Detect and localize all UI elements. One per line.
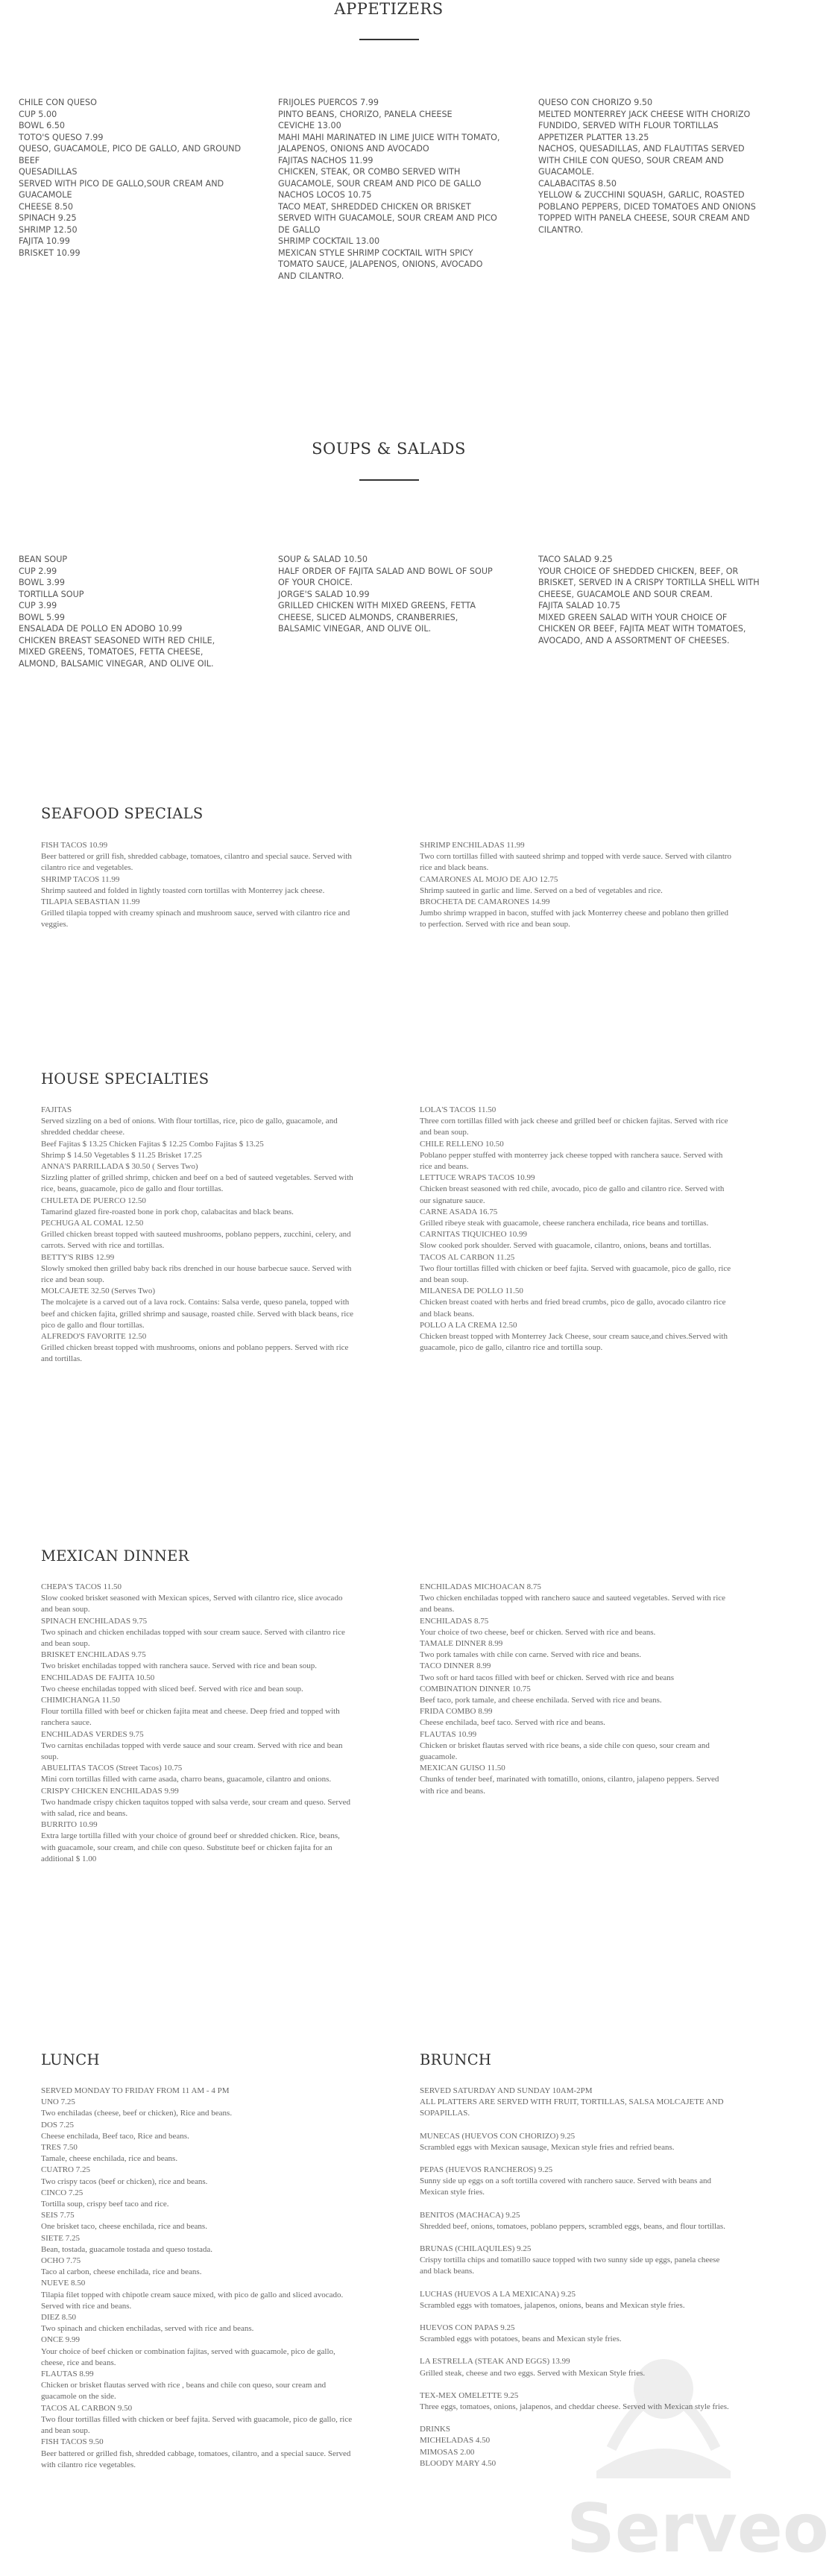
menu-line: Shrimp sauteed in garlic and lime. Served on a bed of vegetables and rice. [420,886,663,895]
seafood-left-column [41,840,354,931]
menu-line: CHEPA'S TACOS 11.50 [41,1582,122,1591]
menu-line: Chicken or brisket flautas served with rice , beans and chile con queso, sour cream and guacamole on the side. [41,2381,327,2402]
menu-line: Beer battered or grill fish, shredded cabbage, tomatoes, cilantro and special sauce. Served with cilantro rice and vegetables. [41,852,352,873]
menu-line: Grilled ribeye steak with guacamole, cheese ranchera enchilada, rice beans and tortillas. [420,1219,709,1228]
menu-line: FAJITA SALAD 10.75 [538,601,621,610]
menu-line: ALL PLATTERS ARE SERVED WITH FRUIT, TORTILLAS, SALSA MOLCAJETE AND SOPAPILLAS. [420,2097,724,2118]
menu-line: CARNITAS TIQUICHEO 10.99 [420,1230,528,1240]
menu-line: Three eggs, tomatoes, onions, jalapenos, and cheddar cheese. Served with Mexican style fries. [420,2402,729,2412]
menu-line: Beef taco, pork tamale, and cheese enchilada. Served with rice and beans. [420,1696,662,1705]
menu-line: APPETIZER PLATTER 13.25 [538,132,649,142]
menu-line: The molcajete is a carved out of a lava rock. Contains: Salsa verde, queso panela, topped with beef and chicken fajita, grilled shrimp and sausage, roasted chile. Served with black beans, rice pico de gallo and flour tortillas. [41,1298,354,1330]
menu-line: Shrimp sauteed and folded in lightly toasted corn tortillas with Monterrey jack cheese. [41,886,325,895]
menu-line: Two flour tortillas filled with chicken or beef fajita. Served with guacamole, pico de gallo, rice and bean soup. [420,1263,731,1285]
menu-line: CAMARONES AL MOJO DE AJO 12.75 [420,874,558,884]
menu-line: Slow cooked brisket seasoned with Mexican spices, Served with cilantro rice, slice avocado and bean soup. [41,1594,343,1614]
menu-line: Slowly smoked then grilled baby back ribs drenched in our house barbecue sauce. Served with rice and bean soup. [41,1263,352,1285]
brunch-title: BRUNCH [420,2051,492,2068]
soups-divider [359,479,419,481]
menu-line: BOWL 3.99 [19,578,66,587]
house-title: HOUSE SPECIALTIES [41,1070,209,1087]
menu-line: CUP 3.99 [19,601,57,610]
menu-line: BRUNAS (CHILAQUILES) 9.25 [420,2244,532,2254]
menu-line: TACO MEAT, SHREDDED CHICKEN OR BRISKET SERVED WITH GUACAMOLE, SOUR CREAM AND PICO DE GALLO [278,201,497,235]
appetizers-column-3 [538,97,762,236]
menu-line: BOWL 6.50 [19,121,66,130]
menu-line: SHRIMP ENCHILADAS 11.99 [420,841,525,850]
spacer [420,2199,733,2210]
menu-line: Grilled chicken breast topped with sauteed mushrooms, poblano peppers, zucchini, celery, and carrots. Served with rice and tortillas. [41,1230,351,1251]
spacer [420,2232,733,2244]
menu-line: PEPAS (HUEVOS RANCHEROS) 9.25 [420,2165,553,2175]
menu-line: Your choice of two cheese, beef or chicken. Served with rice and beans. [420,1627,656,1637]
menu-line: NACHOS LOCOS 10.75 [278,190,372,200]
menu-line: CINCO 7.25 [41,2188,83,2197]
menu-line: Two enchiladas (cheese, beef or chicken), Rice and beans. [41,2109,233,2118]
menu-line: FRIJOLES PUERCOS 7.99 [278,98,379,107]
menu-line: SHRIMP COCKTAIL 13.00 [278,236,380,246]
menu-line: Served sizzling on a bed of onions. With flour tortillas, rice, pico de gallo, guacamole, and shredded cheddar cheese. [41,1117,338,1137]
menu-line: Tortilla soup, crispy beef taco and rice. [41,2200,169,2209]
menu-line: POLLO A LA CREMA 12.50 [420,1320,517,1330]
appetizers-column-1 [19,97,242,259]
menu-line: ENSALADA DE POLLO EN ADOBO 10.99 [19,624,183,634]
menu-line: CEVICHE 13.00 [278,121,341,130]
menu-line: Two spinach and chicken enchiladas, served with rice and beans. [41,2324,254,2334]
menu-line: Tamale, cheese enchilada, rice and beans. [41,2154,178,2164]
menu-line: FLAUTAS 8.99 [41,2370,94,2379]
menu-line: SEIS 7.75 [41,2211,75,2220]
menu-line: Sizzling platter of grilled shrimp, chicken and beef on a bed of sauteed vegetables. Served with rice, beans, guacamole, pico de gallo and flour tortillas. [41,1173,353,1194]
menu-line: Two carnitas enchiladas topped with verde sauce and sour cream. Served with rice and bean soup. [41,1740,343,1762]
menu-line: LOLA'S TACOS 11.50 [420,1105,497,1114]
menu-line: One brisket taco, cheese enchilada, rice and beans. [41,2222,207,2232]
appetizers-divider [359,39,419,40]
menu-line: PECHUGA AL COMAL 12.50 [41,1219,144,1228]
menu-line: ONCE 9.99 [41,2335,80,2345]
menu-line: FAJITA 10.99 [19,236,70,246]
menu-line: Tamarind glazed fire-roasted bone in pork chop, calabacitas and black beans. [41,1207,294,1216]
menu-line: SERVED SATURDAY AND SUNDAY 10AM-2PM [420,2086,593,2095]
menu-line: HALF ORDER OF FAJITA SALAD AND BOWL OF SOUP OF YOUR CHOICE. [278,566,493,587]
menu-line: CHICKEN BREAST SEASONED WITH RED CHILE, MIXED GREENS, TOMATOES, FETTA CHEESE, ALMOND, BALSAMIC VINEGAR, AND OLIVE OIL. [19,635,215,669]
menu-line: CHIMICHANGA 11.50 [41,1696,120,1705]
menu-line: Cheese enchilada, beef taco. Served with rice and beans. [420,1718,605,1728]
menu-line: Two crispy tacos (beef or chicken), rice and beans. [41,2176,208,2186]
serveo-watermark: Serveo [567,2490,829,2568]
menu-line: MAHI MAHI MARINATED IN LIME JUICE WITH TOMATO, JALAPENOS, ONIONS AND AVOCADO [278,132,500,154]
menu-line: FISH TACOS 9.50 [41,2437,104,2447]
menu-line: Scrambled eggs with tomatoes, jalapenos, onions, beans and Mexican style fries. [420,2300,685,2310]
menu-line: CRISPY CHICKEN ENCHILADAS 9.99 [41,1786,179,1796]
appetizers-column-2 [278,97,502,282]
menu-line: FRIDA COMBO 8.99 [420,1707,493,1717]
menu-line: NUEVE 8.50 [41,2279,86,2288]
menu-line: CHILE CON QUESO [19,98,97,107]
mexican-right-column [420,1582,733,1797]
menu-line: Grilled tilapia topped with creamy spinach and mushroom sauce, served with cilantro rice and veggies. [41,909,350,929]
soups-column-3 [538,554,762,646]
lunch-title: LUNCH [41,2051,100,2068]
menu-line: TILAPIA SEBASTIAN 11.99 [41,897,140,907]
menu-line: MUNECAS (HUEVOS CON CHORIZO) 9.25 [420,2131,576,2141]
menu-line: LA ESTRELLA (STEAK AND EGGS) 13.99 [420,2357,570,2367]
menu-line: TRES 7.50 [41,2143,78,2153]
menu-line: Two soft or hard tacos filled with beef or chicken. Served with rice and beans [420,1673,675,1682]
menu-line: ABUELITAS TACOS (Street Tacos) 10.75 [41,1764,183,1773]
menu-line: Two pork tamales with chile con carne. Served with rice and beans. [420,1650,642,1660]
menu-line: BETTY'S RIBS 12.99 [41,1252,115,1262]
menu-line: BRISKET ENCHILADAS 9.75 [41,1650,146,1660]
menu-line: NACHOS, QUESADILLAS, AND FLAUTITAS SERVED WITH CHILE CON QUESO, SOUR CREAM AND GUACAMOLE. [538,144,745,177]
soups-column-2 [278,554,502,635]
seafood-right-column [420,840,733,931]
menu-line: Crispy tortilla chips and tomatillo sauce topped with two sunny side up eggs, panela cheese and black beans. [420,2255,720,2276]
menu-line: Chicken breast seasoned with red chile, avocado, pico de gallo and cilantro rice. Served with our signature sauce. [420,1184,725,1205]
menu-line: JORGE'S SALAD 10.99 [278,589,370,599]
menu-line: TAMALE DINNER 8.99 [420,1639,503,1649]
menu-line: LETTUCE WRAPS TACOS 10.99 [420,1173,535,1183]
menu-line: Shredded beef, onions, tomatoes, poblano peppers, scrambled eggs, beans, and flour tortillas. [420,2221,725,2231]
menu-line: TACO SALAD 9.25 [538,555,613,564]
menu-line: HUEVOS CON PAPAS 9.25 [420,2323,515,2333]
menu-line: Grilled steak, cheese and two eggs. Served with Mexican Style fries. [420,2368,646,2378]
menu-line: Two cheese enchiladas topped with sliced beef. Served with rice and bean soup. [41,1684,303,1693]
menu-line: FAJITAS NACHOS 11.99 [278,155,373,165]
menu-line: Cheese enchilada, Beef taco, Rice and beans. [41,2131,189,2141]
menu-line: DIEZ 8.50 [41,2313,77,2323]
menu-line: Jumbo shrimp wrapped in bacon, stuffed with jack Monterrey cheese and poblano then grilled to perfection. Served with rice and bean soup. [420,909,729,929]
menu-line: LUCHAS (HUEVOS A LA MEXICANA) 9.25 [420,2289,576,2299]
menu-line: ANNA'S PARRILLADA $ 30.50 ( Serves Two) [41,1162,198,1172]
menu-line: Two brisket enchiladas topped with ranchera sauce. Served with rice and bean soup. [41,1661,318,1671]
menu-line: Mini corn tortillas filled with carne asada, charro beans, guacamole, cilantro and onions. [41,1775,332,1784]
menu-line: ENCHILADAS 8.75 [420,1616,489,1626]
menu-line: ENCHILADAS MICHOACAN 8.75 [420,1582,541,1591]
menu-line: DRINKS [420,2425,450,2434]
lunch-column [41,2086,354,2471]
menu-line: Scrambled eggs with potatoes, beans and Mexican style fries. [420,2334,622,2344]
menu-line: CHICKEN, STEAK, OR COMBO SERVED WITH GUACAMOLE, SOUR CREAM AND PICO DE GALLO [278,167,482,189]
menu-line: Chicken breast coated with herbs and fried bread crumbs, pico de gallo, avocado cilantro rice and black beans. [420,1298,726,1319]
menu-line: BRISKET 10.99 [19,247,81,258]
menu-line: MEXICAN STYLE SHRIMP COCKTAIL WITH SPICY TOMATO SAUCE, JALAPENOS, ONIONS, AVOCADO AND CILANTRO. [278,247,483,281]
menu-line: Your choice of beef chicken or combination fajitas, served with guacamole, pico de gallo, cheese, rice and beans. [41,2346,335,2367]
menu-line: FISH TACOS 10.99 [41,841,108,850]
menu-line: MOLCAJETE 32.50 (Serves Two) [41,1287,156,1296]
spacer [420,2278,733,2289]
menu-line: Slow cooked pork shoulder. Served with guacamole, cilantro, onions, beans and tortillas. [420,1241,712,1251]
menu-line: Two chicken enchiladas topped with ranchero sauce and sauteed vegetables. Served with rice and beans. [420,1594,726,1614]
menu-line: Flour tortilla filled with beef or chicken fajita meat and cheese. Deep fried and topped with ranchera sauce. [41,1707,340,1728]
menu-line: Poblano pepper stuffed with monterrey jack cheese topped with ranchera sauce. Served with rice and beans. [420,1150,723,1172]
menu-line: SHRIMP 12.50 [19,224,78,235]
menu-line: Three corn tortillas filled with jack cheese and grilled beef or chicken fajitas. Served with rice and bean soup. [420,1117,728,1137]
menu-line: BROCHETA DE CAMARONES 14.99 [420,897,550,907]
menu-line: BENITOS (MACHACA) 9.25 [420,2210,520,2220]
menu-line: Two handmade crispy chicken taquitos topped with salsa verde, sour cream and queso. Served with salad, rice and beans. [41,1797,350,1819]
menu-line: MIMOSAS 2.00 [420,2447,475,2457]
menu-line: TACOS AL CARBON 11.25 [420,1252,515,1262]
menu-line: Tilapia filet topped with chipotle cream sauce mixed, with pico de gallo and sliced avocado. Served with rice and beans. [41,2290,344,2311]
menu-line: CHULETA DE PUERCO 12.50 [41,1196,146,1205]
menu-line: ENCHILADAS DE FAJITA 10.50 [41,1673,155,1682]
menu-line: SERVED WITH PICO DE GALLO,SOUR CREAM AND GUACAMOLE [19,178,224,200]
menu-line: ENCHILADAS VERDES 9.75 [41,1729,144,1739]
house-left-column [41,1105,354,1366]
menu-line: MEXICAN GUISO 11.50 [420,1764,505,1773]
mexican-title: MEXICAN DINNER [41,1547,189,1565]
menu-line: Two flour tortillas filled with chicken or beef fajita. Served with guacamole, pico de gallo, rice and bean soup. [41,2414,353,2436]
menu-line: Chicken breast topped with Monterrey Jack Cheese, sour cream sauce,and chives.Served with guacamole, pico de gallo, cilantro rice and tortilla soup. [420,1332,728,1353]
menu-line: Bean, tostada, guacamole tostada and queso tostada. [41,2244,213,2254]
menu-line: TOTO'S QUESO 7.99 [19,132,104,142]
menu-line: BLOODY MARY 4.50 [420,2458,497,2468]
menu-line: FAJITAS [41,1105,72,1114]
menu-line: CHEESE 8.50 [19,201,73,212]
menu-line: TACO DINNER 8.99 [420,1661,491,1671]
menu-line: Two corn tortillas filled with sauteed shrimp and topped with verde sauce. Served with cilantro rice and black beans. [420,852,732,873]
menu-line: TACOS AL CARBON 9.50 [41,2403,133,2413]
menu-line: Shrimp $ 14.50 Vegetables $ 11.25 Brisket 17.25 [41,1150,202,1160]
soups-title: SOUPS & SALADS [312,440,466,458]
menu-line: TORTILLA SOUP [19,589,84,599]
menu-line: FLAUTAS 10.99 [420,1729,477,1739]
menu-line: BEAN SOUP [19,555,68,564]
menu-line: SPINACH 9.25 [19,213,77,223]
menu-line: SIETE 7.25 [41,2233,80,2243]
menu-line: QUESO CON CHORIZO 9.50 [538,98,653,107]
menu-line: GRILLED CHICKEN WITH MIXED GREENS, FETTA CHEESE, SLICED ALMONDS, CRANBERRIES, BALSAMIC VINEGAR, AND OLIVE OIL. [278,601,476,634]
seafood-title: SEAFOOD SPECIALS [41,805,204,822]
menu-line: Chunks of tender beef, marinated with tomatillo, onions, cilantro, jalapeno peppers. Served with rice and beans. [420,1775,719,1796]
menu-line: BURRITO 10.99 [41,1820,98,1830]
menu-line: CARNE ASADA 16.75 [420,1207,498,1216]
menu-line: Taco al carbon, cheese enchilada, rice and beans. [41,2267,202,2277]
menu-line: Beer battered or grilled fish, shredded cabbage, tomatoes, cilantro, and a special sauce. Served with cilantro rice vegetables. [41,2449,351,2469]
menu-line: Extra large tortilla filled with your choice of ground beef or shredded chicken. Rice, beans, with guacamole, sour cream, and chile con queso. Substitute beef or chicken fajita for an additional $ 1.00 [41,1831,340,1863]
menu-line: YOUR CHOICE OF SHEDDED CHICKEN, BEEF, OR BRISKET, SERVED IN A CRISPY TORTILLA SHELL WITH CHEESE, GUACAMOLE AND SOUR CREAM. [538,566,760,599]
menu-line: CUATRO 7.25 [41,2165,91,2175]
menu-line: QUESADILLAS [19,167,78,177]
menu-line: Scrambled eggs with Mexican sausage, Mexican style fries and refried beans. [420,2142,675,2152]
menu-line: CUP 2.99 [19,566,57,576]
menu-line: OCHO 7.75 [41,2256,81,2266]
menu-line: CUP 5.00 [19,109,57,119]
mexican-left-column [41,1582,354,1865]
menu-line: TEX-MEX OMELETTE 9.25 [420,2390,519,2400]
menu-line: SHRIMP TACOS 11.99 [41,874,120,884]
soups-column-1 [19,554,242,669]
house-right-column [420,1105,733,1354]
menu-line: Sunny side up eggs on a soft tortilla covered with ranchero sauce. Served with beans and Mexican style fries. [420,2176,712,2197]
menu-line: MICHELADAS 4.50 [420,2436,491,2446]
spacer [420,2153,733,2165]
appetizers-title: APPETIZERS [334,0,444,18]
menu-line: Grilled chicken breast topped with mushrooms, onions and poblano peppers. Served with rice and tortillas. [41,1343,349,1364]
menu-line: SPINACH ENCHILADAS 9.75 [41,1616,148,1626]
menu-line: Two spinach and chicken enchiladas topped with sour cream sauce. Served with cilantro rice and bean soup. [41,1627,345,1649]
menu-line: Beef Fajitas $ 13.25 Chicken Fajitas $ 12.25 Combo Fajitas $ 13.25 [41,1139,264,1149]
menu-line: CALABACITAS 8.50 [538,178,617,189]
spacer [420,2120,733,2131]
menu-line: PINTO BEANS, CHORIZO, PANELA CHEESE [278,109,453,119]
menu-line: ALFREDO'S FAVORITE 12.50 [41,1332,147,1342]
menu-line: QUESO, GUACAMOLE, PICO DE GALLO, AND GROUND BEEF [19,144,242,165]
menu-line: SOUP & SALAD 10.50 [278,555,368,564]
menu-line: UNO 7.25 [41,2097,75,2107]
menu-line: BOWL 5.99 [19,612,66,622]
menu-line: MILANESA DE POLLO 11.50 [420,1287,523,1296]
menu-line: MIXED GREEN SALAD WITH YOUR CHOICE OF CHICKEN OR BEEF, FAJITA MEAT WITH TOMATOES, AVOCADO, AND A ASSORTMENT OF CHEESES. [538,612,746,645]
menu-line: Chicken or brisket flautas served with rice beans, a side chile con queso, sour cream and guacamole. [420,1740,710,1762]
menu-line: CHILE RELLENO 10.50 [420,1139,504,1149]
menu-line: DOS 7.25 [41,2120,75,2130]
menu-line: YELLOW & ZUCCHINI SQUASH, GARLIC, ROASTED POBLANO PEPPERS, DICED TOMATOES AND ONIONS TOPPED WITH PANELA CHEESE, SOUR CREAM AND CILANTRO. [538,190,756,235]
menu-line: COMBINATION DINNER 10.75 [420,1684,531,1693]
menu-line: MELTED MONTERREY JACK CHEESE WITH CHORIZO FUNDIDO, SERVED WITH FLOUR TORTILLAS [538,109,751,130]
menu-line: SERVED MONDAY TO FRIDAY FROM 11 AM - 4 PM [41,2086,230,2095]
